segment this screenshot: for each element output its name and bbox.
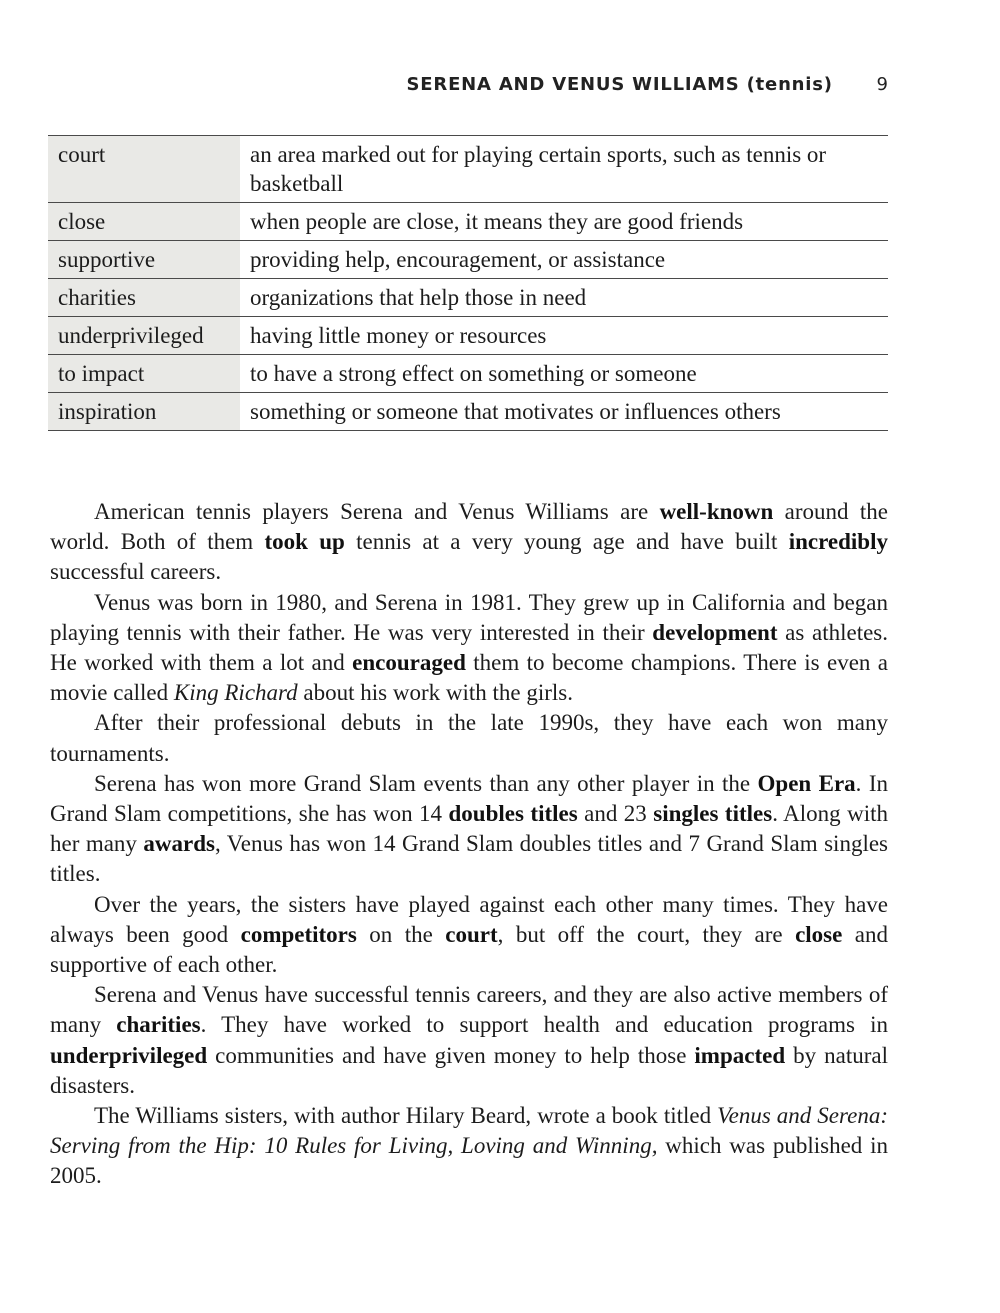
text-run: about his work with the girls. (297, 680, 573, 706)
vocabulary-term: supportive (48, 241, 240, 279)
key-term: development (652, 619, 778, 645)
italic-title: Venus and Serena: Serving from the Hip: 10 Rules for Living, Loving and Winning, (50, 1103, 888, 1159)
vocabulary-row (48, 279, 888, 317)
key-term: close (795, 921, 843, 947)
key-term: encouraged (352, 650, 466, 676)
article-paragraph (50, 588, 888, 709)
key-term: took up (264, 529, 345, 555)
key-term: awards (143, 831, 215, 857)
vocabulary-row (48, 317, 888, 355)
text-run: which was published in 2005. (50, 1133, 888, 1189)
vocabulary-row (48, 355, 888, 393)
vocabulary-term: charities (48, 279, 240, 317)
vocabulary-row (48, 203, 888, 241)
key-term: competitors (240, 921, 357, 947)
text-run: communities and have given money to help those (207, 1042, 695, 1068)
vocabulary-term: inspiration (48, 393, 240, 431)
text-run: as athletes. He worked with them a lot and (50, 619, 889, 676)
key-term: impacted (694, 1042, 786, 1068)
italic-title: King Richard (173, 680, 298, 706)
text-run: , Venus has won 14 Grand Slam doubles titles and 7 Grand Slam singles titles. (50, 831, 888, 887)
text-run: American tennis players Serena and Venus Williams are (94, 499, 660, 524)
vocabulary-definition: to have a strong effect on something or someone (250, 361, 697, 386)
running-header (0, 74, 888, 95)
article-paragraph (50, 1101, 888, 1192)
text-run: After their professional debuts in the late 1990s, they have each won many tournaments. (50, 710, 888, 766)
key-term: doubles titles (448, 801, 578, 827)
key-term: Open Era (757, 770, 856, 796)
article-paragraph (50, 890, 888, 981)
text-run: , but off the court, they are (497, 921, 796, 947)
vocabulary-row (48, 241, 888, 279)
text-run: around the world. Both of them (50, 499, 888, 555)
key-term: well-known (659, 499, 774, 524)
text-run: successful careers. (50, 559, 222, 585)
vocabulary-definition: organizations that help those in need (250, 285, 587, 310)
key-term: singles titles (653, 801, 773, 827)
article-paragraph (50, 497, 888, 588)
key-term: charities (116, 1012, 201, 1038)
vocabulary-definition: an area marked out for playing certain sports, such as tennis or basketball (250, 142, 827, 196)
text-run: Serena and Venus have successful tennis careers, and they are also active members of many (50, 982, 888, 1038)
vocabulary-definition: something or someone that motivates or influences others (250, 399, 781, 424)
text-run: them to become champions. There is even a movie called (50, 650, 889, 706)
text-run: The Williams sisters, with author Hilary Beard, wrote a book titled (94, 1103, 718, 1129)
article-body (50, 497, 888, 1192)
vocabulary-definition: providing help, encouragement, or assistance (250, 247, 666, 272)
text-run: on the (356, 921, 446, 947)
key-term: incredibly (788, 529, 888, 555)
article-paragraph (50, 769, 888, 890)
page-number: 9 (876, 74, 888, 95)
vocabulary-row (48, 136, 888, 203)
text-run: and 23 (577, 801, 654, 827)
key-term: underprivileged (50, 1042, 208, 1068)
vocabulary-term: to impact (48, 355, 240, 393)
vocabulary-term: court (48, 136, 240, 203)
text-run: . In Grand Slam competitions, she has won 14 (50, 770, 888, 827)
text-run: tennis at a very young age and have built (344, 529, 789, 555)
text-run: . Along with her many (50, 801, 888, 857)
vocabulary-row (48, 393, 888, 431)
text-run: Serena has won more Grand Slam events than any other player in the (94, 770, 758, 796)
text-run: by natural disasters. (50, 1042, 888, 1098)
vocabulary-definition: having little money or resources (250, 323, 547, 348)
article-paragraph (50, 980, 888, 1101)
vocabulary-term: underprivileged (48, 317, 240, 355)
key-term: court (445, 921, 498, 947)
text-run: and supportive of each other. (50, 921, 888, 978)
article-paragraph (50, 708, 888, 768)
text-run: Over the years, the sisters have played against each other many times. They have always been good (50, 891, 888, 947)
vocabulary-definition: when people are close, it means they are good friends (250, 209, 744, 234)
vocabulary-table-body (48, 136, 888, 431)
vocabulary-term: close (48, 203, 240, 241)
vocabulary-table (48, 135, 888, 431)
running-header-title: SERENA AND VENUS WILLIAMS (tennis) (406, 74, 833, 95)
text-run: Venus was born in 1980, and Serena in 1981. They grew up in California and began playing tennis with their father. He was very interested in their (50, 589, 888, 645)
text-run: . They have worked to support health and education programs in (200, 1012, 888, 1038)
